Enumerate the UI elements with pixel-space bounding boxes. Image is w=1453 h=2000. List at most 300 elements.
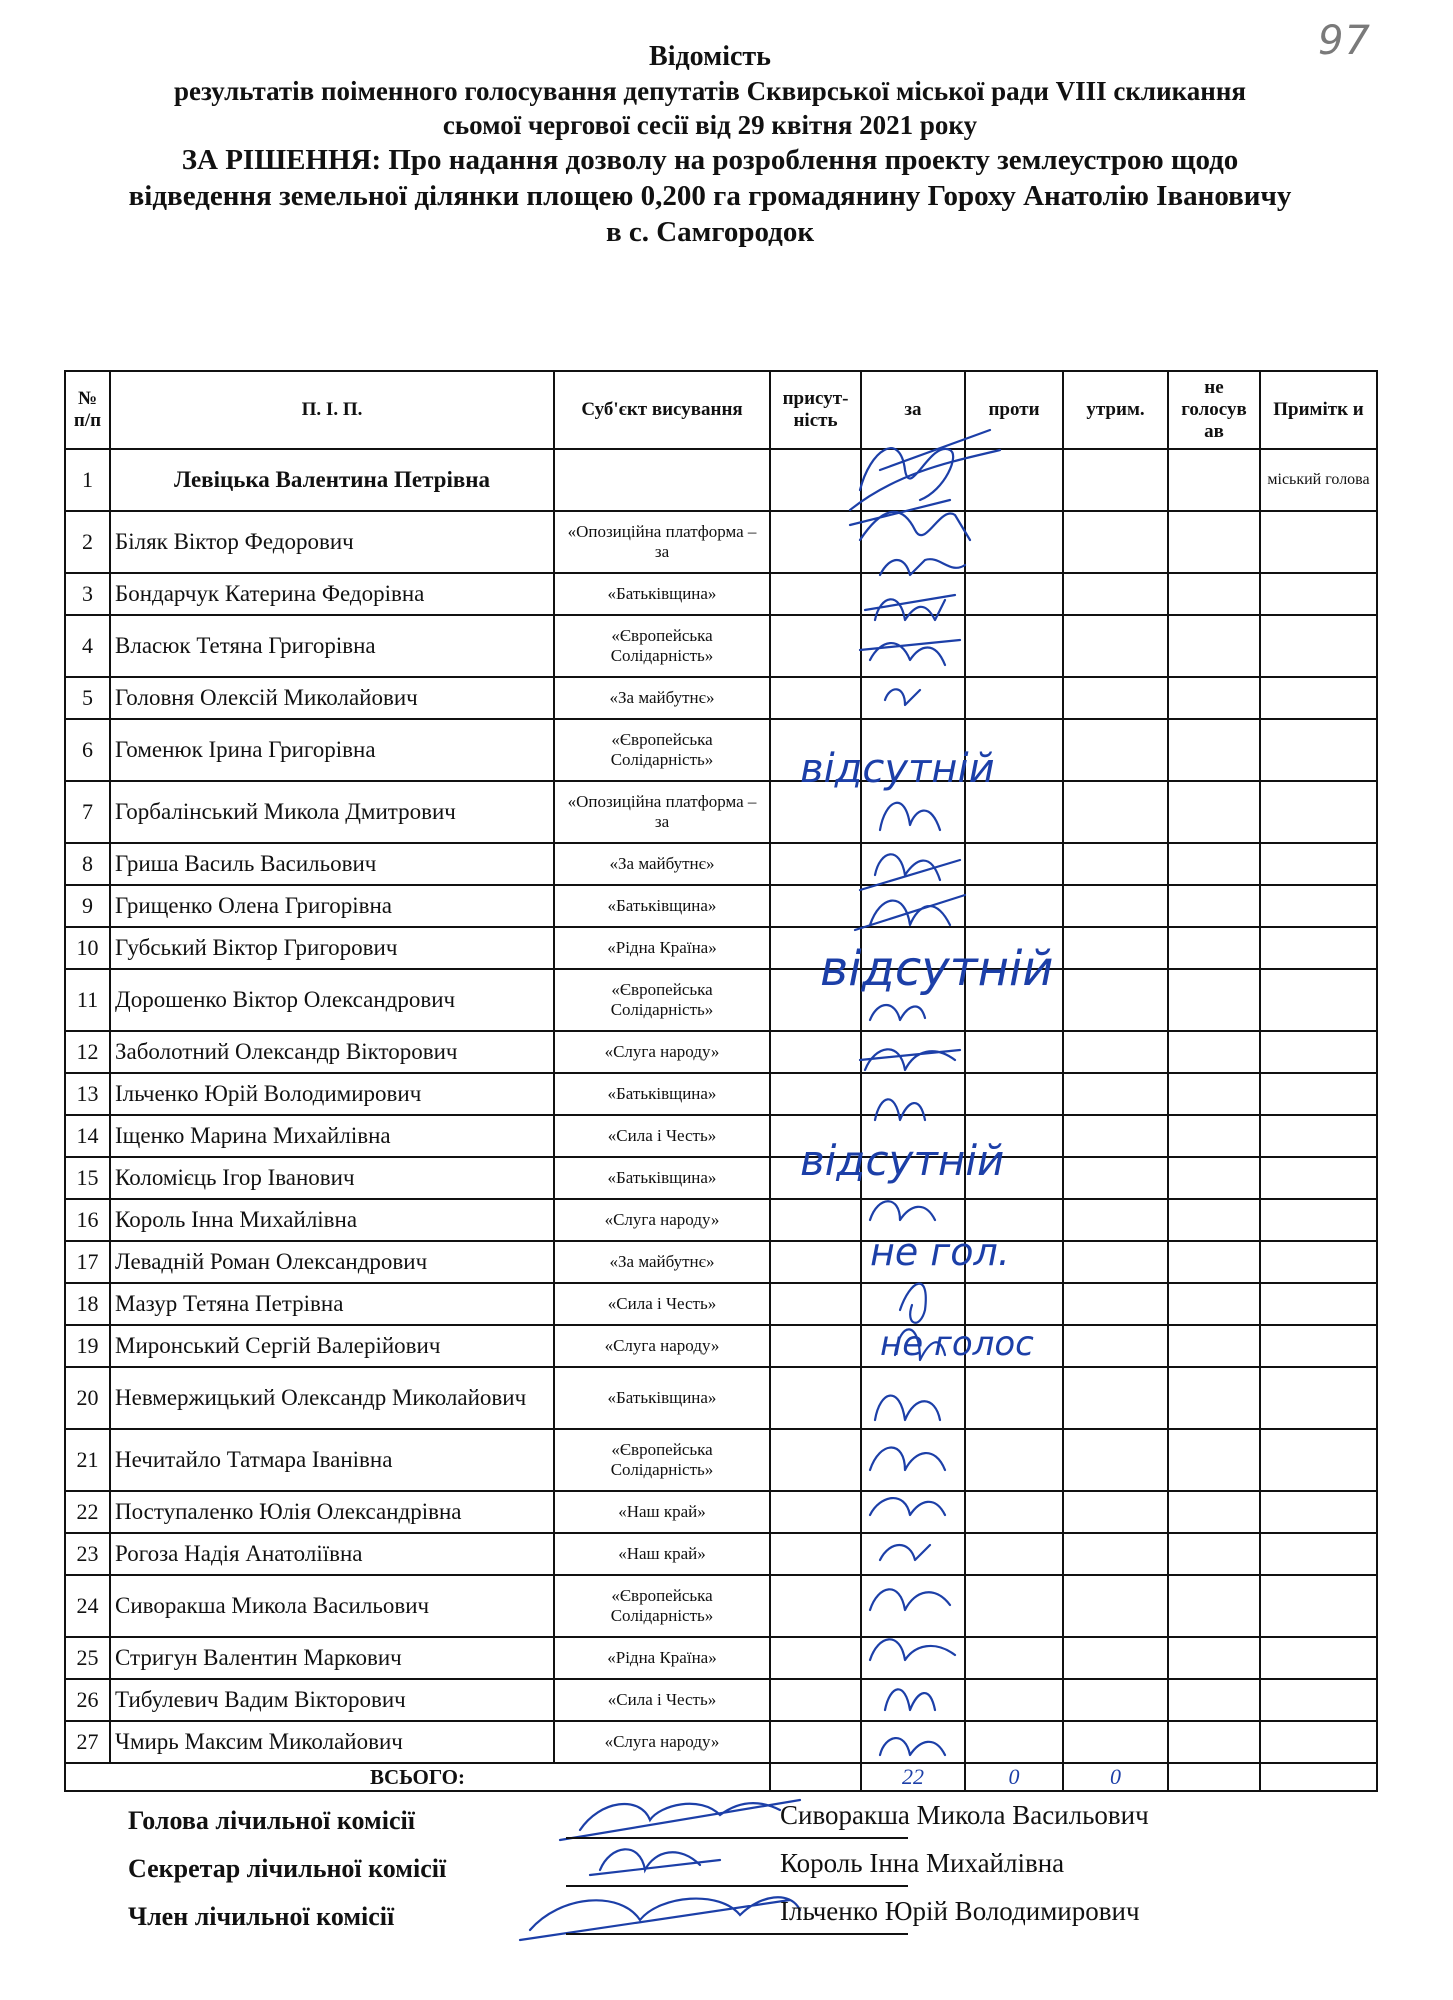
not-voted-cell (1168, 615, 1260, 677)
vote-for-cell (861, 449, 965, 511)
row-number: 3 (65, 573, 110, 615)
row-number: 4 (65, 615, 110, 677)
col-header-not-voted: не голосув ав (1168, 371, 1260, 449)
present-cell (770, 885, 861, 927)
vote-abstain-cell (1063, 1721, 1168, 1763)
present-cell (770, 1157, 861, 1199)
row-number: 12 (65, 1031, 110, 1073)
deputy-name: Чмирь Максим Миколайович (110, 1721, 554, 1763)
not-voted-cell (1168, 1325, 1260, 1367)
table-row (65, 1157, 1377, 1199)
vote-abstain-cell (1063, 615, 1168, 677)
nominating-party: «Батьківщина» (554, 885, 770, 927)
vote-against-cell (965, 1533, 1063, 1575)
not-voted-cell (1168, 1533, 1260, 1575)
vote-for-cell (861, 511, 965, 573)
nominating-party: «Європейська Солідарність» (554, 615, 770, 677)
table-row (65, 1199, 1377, 1241)
deputy-name: Губський Віктор Григорович (110, 927, 554, 969)
note-cell (1260, 1429, 1377, 1491)
row-number: 21 (65, 1429, 110, 1491)
nominating-party: «Батьківщина» (554, 573, 770, 615)
vote-against-cell (965, 1073, 1063, 1115)
col-header-abstain: утрим. (1063, 371, 1168, 449)
vote-for-cell (861, 1679, 965, 1721)
vote-against-cell (965, 885, 1063, 927)
deputy-name: Поступаленко Юлія Олександрівна (110, 1491, 554, 1533)
present-cell (770, 1115, 861, 1157)
vote-for-cell (861, 1533, 965, 1575)
decision-line-1: ЗА РІШЕННЯ: Про надання дозволу на розроблення проекту землеустрою щодо (181, 144, 1239, 176)
vote-for-cell (861, 1721, 965, 1763)
row-number: 10 (65, 927, 110, 969)
deputy-name: Сиворакша Микола Васильович (110, 1575, 554, 1637)
vote-abstain-cell (1063, 781, 1168, 843)
row-number: 8 (65, 843, 110, 885)
present-cell (770, 969, 861, 1031)
present-cell (770, 449, 861, 511)
note-cell (1260, 1637, 1377, 1679)
note-cell (1260, 677, 1377, 719)
present-cell (770, 1491, 861, 1533)
vote-for-cell (861, 1031, 965, 1073)
chair-role: Голова лічильної комісії (128, 1806, 415, 1835)
present-cell (770, 1241, 861, 1283)
row-number: 14 (65, 1115, 110, 1157)
not-voted-cell (1168, 1241, 1260, 1283)
nominating-party: «Наш край» (554, 1533, 770, 1575)
deputy-name: Горбалінський Микола Дмитрович (110, 781, 554, 843)
nominating-party: «Європейська Солідарність» (554, 1429, 770, 1491)
not-voted-note-row-19: не голос (880, 1324, 1034, 1364)
absent-note-row-7: відсутній (800, 746, 995, 792)
vote-against-cell (965, 927, 1063, 969)
vote-against-cell (965, 1491, 1063, 1533)
totals-row (65, 1763, 1377, 1791)
deputy-name: Іщенко Марина Михайлівна (110, 1115, 554, 1157)
note-cell (1260, 969, 1377, 1031)
col-header-party: Суб'єкт висування (554, 371, 770, 449)
vote-for-cell (861, 1637, 965, 1679)
table-row (65, 1575, 1377, 1637)
not-voted-cell (1168, 781, 1260, 843)
nominating-party: «Сила і Честь» (554, 1283, 770, 1325)
chair-signature-line (566, 1837, 908, 1839)
deputy-name: Гоменюк Ірина Григорівна (110, 719, 554, 781)
note-cell (1260, 1491, 1377, 1533)
vote-against-cell (965, 1283, 1063, 1325)
row-number: 27 (65, 1721, 110, 1763)
row-number: 18 (65, 1283, 110, 1325)
vote-for-cell (861, 615, 965, 677)
vote-against-cell (965, 449, 1063, 511)
row-number: 23 (65, 1533, 110, 1575)
present-cell (770, 1283, 861, 1325)
note-cell (1260, 1367, 1377, 1429)
vote-for-cell (861, 1491, 965, 1533)
table-row (65, 1491, 1377, 1533)
deputy-name: Тибулевич Вадим Вікторович (110, 1679, 554, 1721)
deputy-name: Ільченко Юрій Володимирович (110, 1073, 554, 1115)
note-cell (1260, 719, 1377, 781)
not-voted-cell (1168, 969, 1260, 1031)
header-line-1: результатів поіменного голосування депутатів Сквирської міської ради VIII скликання (173, 76, 1247, 106)
table-row (65, 1721, 1377, 1763)
vote-against-cell (965, 969, 1063, 1031)
voting-table (64, 370, 1378, 1792)
vote-against-cell (965, 511, 1063, 573)
table-row (65, 719, 1377, 781)
present-cell (770, 1429, 861, 1491)
nominating-party: «Рідна Країна» (554, 927, 770, 969)
present-cell (770, 1679, 861, 1721)
row-number: 11 (65, 969, 110, 1031)
secretary-name: Король Інна Михайлівна (780, 1848, 1065, 1878)
not-voted-cell (1168, 1031, 1260, 1073)
not-voted-cell (1168, 1491, 1260, 1533)
vote-abstain-cell (1063, 1157, 1168, 1199)
nominating-party: «Опозиційна платформа – за (554, 781, 770, 843)
present-cell (770, 1073, 861, 1115)
nominating-party: «Слуга народу» (554, 1199, 770, 1241)
totals-against: 0 (965, 1763, 1063, 1791)
row-number: 15 (65, 1157, 110, 1199)
vote-against-cell (965, 719, 1063, 781)
note-cell (1260, 615, 1377, 677)
commission-secretary (128, 1848, 1328, 1894)
vote-abstain-cell (1063, 969, 1168, 1031)
present-cell (770, 781, 861, 843)
present-cell (770, 1325, 861, 1367)
nominating-party: «Батьківщина» (554, 1073, 770, 1115)
row-number: 6 (65, 719, 110, 781)
deputy-name: Мазур Тетяна Петрівна (110, 1283, 554, 1325)
nominating-party: «Наш край» (554, 1491, 770, 1533)
row-number: 26 (65, 1679, 110, 1721)
nominating-party: «Слуга народу» (554, 1325, 770, 1367)
vote-against-cell (965, 1199, 1063, 1241)
not-voted-cell (1168, 1721, 1260, 1763)
vote-abstain-cell (1063, 1575, 1168, 1637)
present-cell (770, 1637, 861, 1679)
secretary-role: Секретар лічильної комісії (128, 1854, 447, 1883)
row-number: 20 (65, 1367, 110, 1429)
vote-abstain-cell (1063, 1325, 1168, 1367)
table-header-row (65, 371, 1377, 449)
row-number: 24 (65, 1575, 110, 1637)
vote-against-cell (965, 1157, 1063, 1199)
note-cell (1260, 1679, 1377, 1721)
not-voted-cell (1168, 927, 1260, 969)
table-row (65, 1533, 1377, 1575)
col-header-name: П. І. П. (110, 371, 554, 449)
nominating-party: «За майбутнє» (554, 677, 770, 719)
nominating-party: «Слуга народу» (554, 1031, 770, 1073)
not-voted-cell (1168, 843, 1260, 885)
vote-abstain-cell (1063, 573, 1168, 615)
counting-commission (128, 1800, 1328, 1931)
table-row (65, 1679, 1377, 1721)
nominating-party: «За майбутнє» (554, 1241, 770, 1283)
not-voted-cell (1168, 1283, 1260, 1325)
table-row (65, 615, 1377, 677)
note-cell (1260, 843, 1377, 885)
vote-abstain-cell (1063, 927, 1168, 969)
present-cell (770, 1031, 861, 1073)
not-voted-cell (1168, 1199, 1260, 1241)
col-header-against: проти (965, 371, 1063, 449)
vote-for-cell (861, 1325, 965, 1367)
note-cell (1260, 1031, 1377, 1073)
nominating-party: «Батьківщина» (554, 1367, 770, 1429)
nominating-party: «За майбутнє» (554, 843, 770, 885)
vote-for-cell (861, 1115, 965, 1157)
note-cell (1260, 927, 1377, 969)
secretary-signature-line (566, 1885, 908, 1887)
present-cell (770, 719, 861, 781)
table-row (65, 1637, 1377, 1679)
member-signature-line (566, 1933, 908, 1935)
deputy-name: Бондарчук Катерина Федорівна (110, 573, 554, 615)
not-voted-cell (1168, 1575, 1260, 1637)
vote-for-cell (861, 969, 965, 1031)
deputy-name: Нечитайло Татмара Іванівна (110, 1429, 554, 1491)
vote-against-cell (965, 1429, 1063, 1491)
not-voted-cell (1168, 719, 1260, 781)
vote-for-cell (861, 1575, 965, 1637)
table-row (65, 1241, 1377, 1283)
vote-abstain-cell (1063, 677, 1168, 719)
nominating-party: «Опозиційна платформа – за (554, 511, 770, 573)
row-number: 13 (65, 1073, 110, 1115)
deputy-name: Рогоза Надія Анатоліївна (110, 1533, 554, 1575)
table-row (65, 1283, 1377, 1325)
row-number: 19 (65, 1325, 110, 1367)
vote-for-cell (861, 1429, 965, 1491)
vote-abstain-cell (1063, 1073, 1168, 1115)
absent-note-row-15: відсутній (800, 1136, 1005, 1185)
present-cell (770, 1575, 861, 1637)
totals-abstain: 0 (1063, 1763, 1168, 1791)
row-number: 2 (65, 511, 110, 573)
vote-abstain-cell (1063, 1241, 1168, 1283)
document-header (60, 40, 1360, 250)
row-number: 17 (65, 1241, 110, 1283)
note-cell: міський голова (1260, 449, 1377, 511)
vote-abstain-cell (1063, 1367, 1168, 1429)
vote-against-cell (965, 1575, 1063, 1637)
not-voted-cell (1168, 885, 1260, 927)
totals-label: ВСЬОГО: (65, 1763, 770, 1791)
table-row (65, 511, 1377, 573)
not-voted-cell (1168, 1367, 1260, 1429)
not-voted-cell (1168, 511, 1260, 573)
totals-for: 22 (861, 1763, 965, 1791)
vote-against-cell (965, 1325, 1063, 1367)
present-cell (770, 843, 861, 885)
not-voted-cell (1168, 449, 1260, 511)
present-cell (770, 615, 861, 677)
row-number: 25 (65, 1637, 110, 1679)
vote-abstain-cell (1063, 511, 1168, 573)
nominating-party: «Слуга народу» (554, 1721, 770, 1763)
present-cell (770, 1199, 861, 1241)
note-cell (1260, 1721, 1377, 1763)
commission-member (128, 1896, 1328, 1942)
vote-abstain-cell (1063, 1283, 1168, 1325)
row-number: 7 (65, 781, 110, 843)
table-row (65, 843, 1377, 885)
note-cell (1260, 781, 1377, 843)
totals-not-voted (1168, 1763, 1260, 1791)
note-cell (1260, 1575, 1377, 1637)
nominating-party: «Європейська Солідарність» (554, 719, 770, 781)
note-cell (1260, 511, 1377, 573)
deputy-name: Дорошенко Віктор Олександрович (110, 969, 554, 1031)
deputy-name: Коломієць Ігор Іванович (110, 1157, 554, 1199)
row-number: 22 (65, 1491, 110, 1533)
decision-line-3: в с. Самгородок (605, 216, 815, 248)
vote-for-cell (861, 885, 965, 927)
not-voted-cell (1168, 1115, 1260, 1157)
table-row (65, 927, 1377, 969)
deputy-name: Біляк Віктор Федорович (110, 511, 554, 573)
not-voted-cell (1168, 1637, 1260, 1679)
col-header-note: Примітк и (1260, 371, 1377, 449)
not-voted-cell (1168, 1157, 1260, 1199)
vote-against-cell (965, 1679, 1063, 1721)
vote-for-cell (861, 1241, 965, 1283)
table-row (65, 449, 1377, 511)
vote-for-cell (861, 927, 965, 969)
row-number: 9 (65, 885, 110, 927)
vote-against-cell (965, 1115, 1063, 1157)
decision-line-2: відведення земельної ділянки площею 0,200 га громадянину Гороху Анатолію Івановичу (128, 180, 1292, 212)
vote-against-cell (965, 843, 1063, 885)
vote-abstain-cell (1063, 885, 1168, 927)
note-cell (1260, 1115, 1377, 1157)
table-row (65, 1073, 1377, 1115)
nominating-party: «Сила і Честь» (554, 1115, 770, 1157)
deputy-name: Миронський Сергій Валерійович (110, 1325, 554, 1367)
table-row (65, 885, 1377, 927)
deputy-name: Левадній Роман Олександрович (110, 1241, 554, 1283)
vote-abstain-cell (1063, 1429, 1168, 1491)
totals-present (770, 1763, 861, 1791)
table-row (65, 1429, 1377, 1491)
present-cell (770, 573, 861, 615)
note-cell (1260, 1533, 1377, 1575)
vote-for-cell (861, 781, 965, 843)
table-row (65, 1325, 1377, 1367)
vote-for-cell (861, 573, 965, 615)
present-cell (770, 1367, 861, 1429)
vote-abstain-cell (1063, 843, 1168, 885)
nominating-party (554, 449, 770, 511)
vote-against-cell (965, 1241, 1063, 1283)
document-title: Відомість (649, 41, 771, 72)
row-number: 1 (65, 449, 110, 511)
not-voted-cell (1168, 573, 1260, 615)
page-number: 97 (1318, 18, 1371, 64)
note-cell (1260, 1073, 1377, 1115)
nominating-party: «Батьківщина» (554, 1157, 770, 1199)
totals-note (1260, 1763, 1377, 1791)
table-row (65, 573, 1377, 615)
vote-against-cell (965, 1637, 1063, 1679)
table-row (65, 969, 1377, 1031)
vote-against-cell (965, 1721, 1063, 1763)
table-row (65, 781, 1377, 843)
deputy-name: Головня Олексій Миколайович (110, 677, 554, 719)
vote-for-cell (861, 719, 965, 781)
row-number: 16 (65, 1199, 110, 1241)
present-cell (770, 927, 861, 969)
header-line-2: сьомої чергової сесії від 29 квітня 2021 року (442, 110, 978, 140)
nominating-party: «Європейська Солідарність» (554, 969, 770, 1031)
not-voted-cell (1168, 1429, 1260, 1491)
col-header-for: за (861, 371, 965, 449)
vote-abstain-cell (1063, 1637, 1168, 1679)
note-cell (1260, 1157, 1377, 1199)
vote-abstain-cell (1063, 1533, 1168, 1575)
nominating-party: «Сила і Честь» (554, 1679, 770, 1721)
table-row (65, 1115, 1377, 1157)
deputy-name: Левіцька Валентина Петрівна (110, 449, 554, 511)
deputy-name: Власюк Тетяна Григорівна (110, 615, 554, 677)
table-row (65, 1031, 1377, 1073)
chair-name: Сиворакша Микола Васильович (780, 1800, 1149, 1830)
deputy-name: Заболотний Олександр Вікторович (110, 1031, 554, 1073)
note-cell (1260, 885, 1377, 927)
table-row (65, 677, 1377, 719)
not-voted-note-row-17: не гол. (870, 1230, 1010, 1274)
vote-against-cell (965, 615, 1063, 677)
vote-for-cell (861, 843, 965, 885)
vote-abstain-cell (1063, 1491, 1168, 1533)
vote-for-cell (861, 1073, 965, 1115)
deputy-name: Невмержицький Олександр Миколайович (110, 1367, 554, 1429)
present-cell (770, 677, 861, 719)
vote-abstain-cell (1063, 1031, 1168, 1073)
table-row (65, 1367, 1377, 1429)
deputy-name: Стригун Валентин Маркович (110, 1637, 554, 1679)
vote-for-cell (861, 677, 965, 719)
vote-abstain-cell (1063, 719, 1168, 781)
vote-for-cell (861, 1283, 965, 1325)
vote-abstain-cell (1063, 1199, 1168, 1241)
vote-against-cell (965, 1031, 1063, 1073)
vote-for-cell (861, 1199, 965, 1241)
row-number: 5 (65, 677, 110, 719)
vote-against-cell (965, 781, 1063, 843)
note-cell (1260, 1283, 1377, 1325)
present-cell (770, 511, 861, 573)
not-voted-cell (1168, 1073, 1260, 1115)
present-cell (770, 1533, 861, 1575)
nominating-party: «Європейська Солідарність» (554, 1575, 770, 1637)
vote-abstain-cell (1063, 1115, 1168, 1157)
vote-for-cell (861, 1157, 965, 1199)
vote-abstain-cell (1063, 1679, 1168, 1721)
member-role: Член лічильної комісії (128, 1902, 395, 1931)
note-cell (1260, 1325, 1377, 1367)
vote-against-cell (965, 573, 1063, 615)
member-name: Ільченко Юрій Володимирович (780, 1896, 1140, 1926)
note-cell (1260, 573, 1377, 615)
deputy-name: Гриша Василь Васильович (110, 843, 554, 885)
nominating-party: «Рідна Країна» (554, 1637, 770, 1679)
